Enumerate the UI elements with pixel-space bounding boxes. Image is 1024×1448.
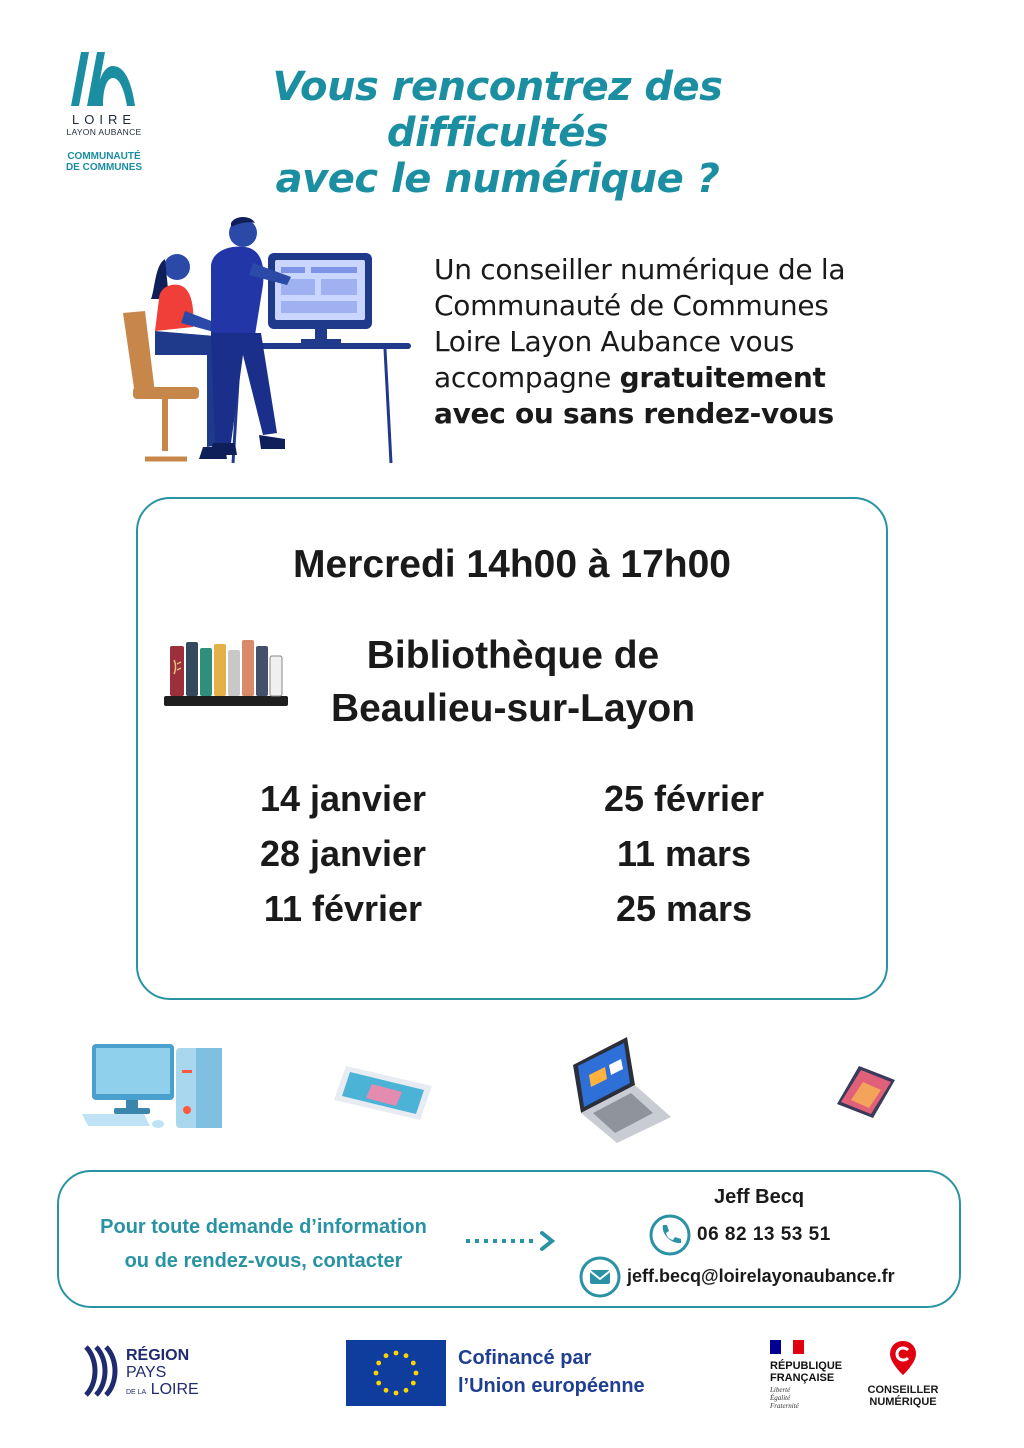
eu-line1: Cofinancé par: [458, 1347, 592, 1369]
contact-name: Jeff Becq: [714, 1186, 805, 1208]
date-item: 11 mars: [616, 833, 752, 874]
intro-line4-plain: accompagne: [434, 361, 620, 394]
intro-appointment: avec ou sans rendez-vous: [434, 397, 834, 430]
date-item: 14 janvier: [259, 778, 427, 819]
republique-line2: FRANÇAISE: [770, 1372, 835, 1384]
tablet-icon: [332, 1060, 436, 1124]
intro-line3: Loire Layon Aubance vous: [434, 325, 795, 358]
contact-email-link[interactable]: jeff.becq@loirelayonaubance.fr: [627, 1266, 895, 1286]
eu-cofinance-text: [458, 1344, 645, 1400]
date-item: 25 février: [603, 778, 765, 819]
loire-layon-aubance-logo: [56, 48, 152, 173]
headline-line1: Vous rencontrez des difficultés: [272, 64, 723, 156]
conseiller-line2: NUMÉRIQUE: [869, 1396, 937, 1408]
logo-communaute: [56, 151, 152, 173]
republique-motto: [770, 1386, 850, 1410]
schedule-time: Mercredi 14h00 à 17h00: [293, 543, 731, 586]
intro-line5: [434, 396, 994, 432]
contact-prompt-line1: Pour toute demande d’information: [100, 1216, 427, 1238]
headline: [165, 64, 830, 202]
republique-text: [770, 1360, 850, 1384]
motto-egalite: Égalité: [770, 1394, 791, 1402]
motto-liberte: Liberté: [770, 1386, 791, 1394]
schedule-box: [136, 497, 888, 1000]
location-line1: Bibliothèque de: [366, 634, 660, 677]
region-line3: [126, 1381, 199, 1401]
region-pays-de-la-loire-logo: [84, 1343, 214, 1403]
smartphone-icon: [833, 1064, 897, 1120]
motto-fraternite: Fraternité: [770, 1402, 799, 1410]
eu-flag: [346, 1340, 446, 1406]
logo-mark-icon: [69, 48, 139, 110]
conseiller-text: [862, 1384, 944, 1408]
eu-stars-icon: [346, 1340, 446, 1406]
logo-cc-line2: DE COMMUNES: [65, 162, 143, 173]
intro-line2: Communauté de Communes: [434, 289, 829, 322]
desktop-computer-icon: [78, 1040, 228, 1135]
contact-prompt: [71, 1210, 456, 1278]
date-item: 28 janvier: [259, 833, 427, 874]
region-line2: PAYS: [126, 1364, 167, 1381]
region-line3-main: LOIRE: [150, 1381, 199, 1398]
contact-phone-link[interactable]: 06 82 13 53 51: [697, 1224, 831, 1245]
intro-line1: Un conseiller numérique de la: [434, 253, 846, 286]
contact-box: [57, 1170, 961, 1308]
people-at-computer-illustration: [115, 215, 415, 465]
intro-line4: [434, 360, 994, 396]
region-line3-small: DE LA: [126, 1389, 147, 1396]
headline-line2: avec le numérique ?: [275, 156, 720, 202]
logo-subtitle: LAYON AUBANCE: [66, 127, 142, 137]
french-flag-icon: [770, 1340, 804, 1354]
republique-line1: RÉPUBLIQUE: [770, 1360, 843, 1372]
phone-icon: [649, 1214, 691, 1256]
dates-column-2: [554, 771, 814, 936]
intro-text: [434, 252, 994, 432]
conseiller-numerique-logo: [862, 1340, 944, 1408]
location-pin-icon: [889, 1340, 917, 1376]
location-line2: Beaulieu-sur-Layon: [330, 687, 696, 730]
conseiller-line1: CONSEILLER: [867, 1384, 939, 1396]
contact-prompt-line2: ou de rendez-vous, contacter: [124, 1250, 403, 1272]
logo-cc-line1: COMMUNAUTÉ: [67, 151, 141, 162]
date-item: 11 février: [263, 888, 423, 929]
location: [268, 629, 758, 735]
intro-free: gratuitement: [619, 361, 826, 394]
logo-name: LOIRE: [71, 112, 136, 127]
region-text: [126, 1347, 199, 1401]
dates-column-1: [213, 771, 473, 936]
laptop-icon: [565, 1035, 675, 1145]
eu-line2: l’Union européenne: [458, 1375, 645, 1397]
region-line1: RÉGION: [126, 1347, 190, 1364]
republique-francaise-logo: [770, 1340, 850, 1410]
email-icon: [579, 1256, 621, 1298]
region-logo-mark-icon: [84, 1343, 124, 1399]
dotted-arrow-icon: [464, 1230, 556, 1252]
date-item: 25 mars: [615, 888, 753, 929]
